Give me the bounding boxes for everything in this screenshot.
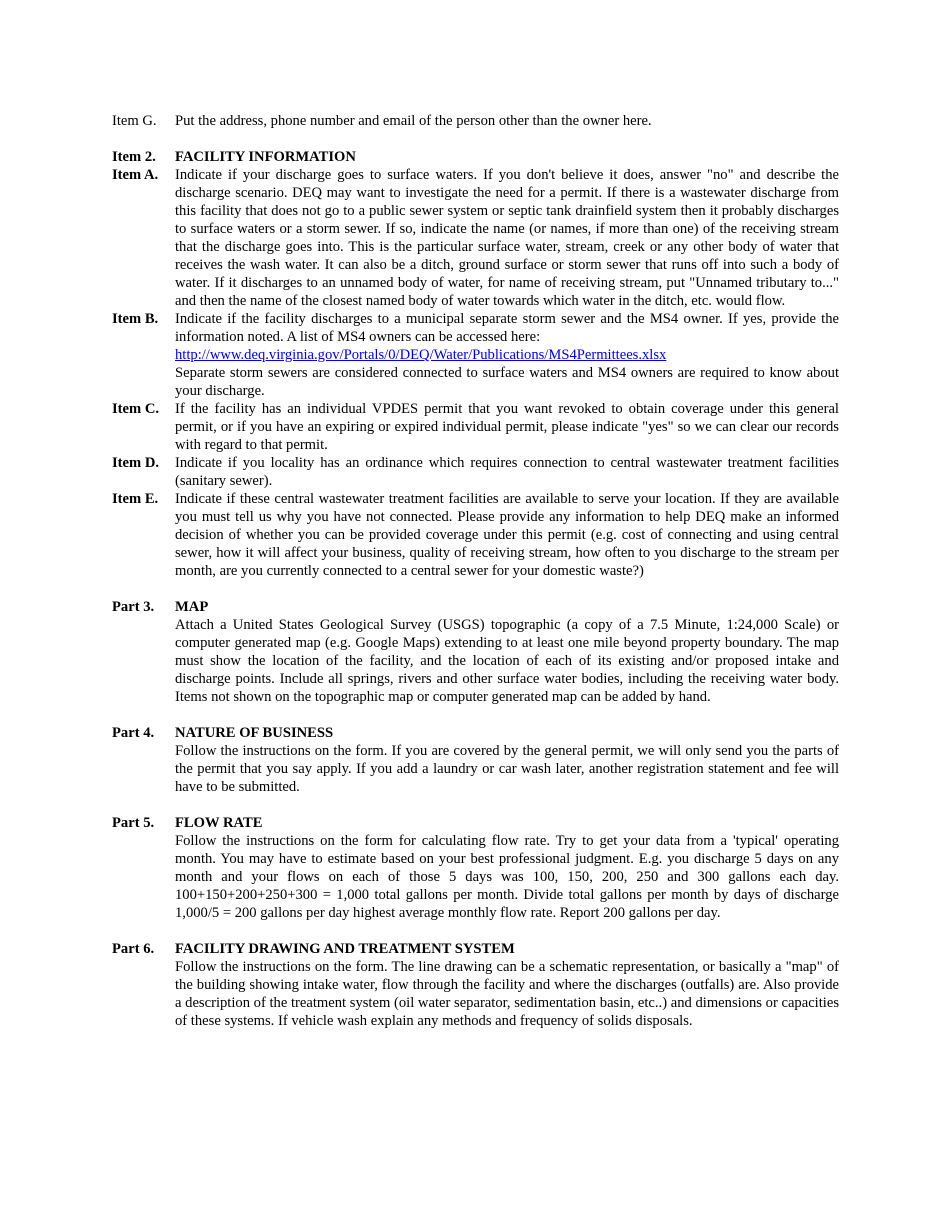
part-3 (112, 616, 839, 706)
item-a-label: Item A. (112, 167, 159, 183)
item-2-title: FACILITY INFORMATION (175, 149, 356, 165)
item-e (112, 490, 839, 580)
part-5-label: Part 5. (112, 815, 155, 831)
item-a (112, 166, 839, 310)
part-6-title: FACILITY DRAWING AND TREATMENT SYSTEM (175, 941, 515, 957)
item-2-label: Item 2. (112, 149, 156, 165)
part-5 (112, 832, 839, 922)
item-a-text: Indicate if your discharge goes to surface waters. If you don't believe it does, answer "no" and describe the discharge scenario. DEQ may want to investigate the need for a permit. If there is a wastewater discharge from this facility that does not go to a public sewer system or septic tank drainfield system then it probably discharges to surface waters or a storm sewer. If so, indicate the name (or names, if more than one) of the receiving stream that the discharge goes into. This is the particular surface water, stream, creek or any other body of water that receives the wash water. It can also be a ditch, ground surface or storm sewer that runs off into such a body of water. If it discharges to an unnamed body of water, for name of receiving stream, put "Unnamed tributary to..." and then the name of the closest named body of water towards which water in the ditch, etc. would flow. (175, 167, 839, 309)
item-c (112, 400, 839, 454)
item-g-text: Put the address, phone number and email of the person other than the owner here. (175, 113, 652, 129)
part-3-text: Attach a United States Geological Survey (USGS) topographic (a copy of a 7.5 Minute, 1:24,000 Scale) or computer generated map (e.g. Google Maps) extending to at least one mile beyond property boundary. The map must show the location of the facility, and the location of each of its existing and/or proposed intake and discharge points. Include all springs, rivers and other surface water bodies, including the receiving water body. Items not shown on the topographic map or computer generated map can be added by hand. (175, 617, 839, 705)
part-5-title: FLOW RATE (175, 815, 263, 831)
item-b-label: Item B. (112, 311, 159, 327)
item-c-label: Item C. (112, 401, 160, 417)
item-b-text-2: Separate storm sewers are considered connected to surface waters and MS4 owners are required to know about your discharge. (175, 365, 839, 399)
item-b-body (175, 310, 839, 400)
part-5-text: Follow the instructions on the form for calculating flow rate. Try to get your data from a 'typical' operating month. You may have to estimate based on your best professional judgment. E.g. you discharge 5 days on any month and your flows on each of those 5 days was 100, 150, 200, 250 and 300 gallons each day. 100+150+200+250+300 = 1,000 total gallons per month. Divide total gallons per month by days of discharge 1,000/5 = 200 gallons per day highest average monthly flow rate. Report 200 gallons per day. (175, 833, 839, 921)
part-3-label: Part 3. (112, 599, 155, 615)
item-g-label: Item G. (112, 113, 157, 129)
part-4-title: NATURE OF BUSINESS (175, 725, 334, 741)
part-3-heading (112, 598, 839, 616)
item-b-text-1: Indicate if the facility discharges to a municipal separate storm sewer and the MS4 owner. If yes, provide the information noted. A list of MS4 owners can be accessed here: (175, 311, 839, 345)
item-2-heading (112, 148, 839, 166)
item-b (112, 310, 839, 400)
ms4-owners-link[interactable]: http://www.deq.virginia.gov/Portals/0/DEQ/Water/Publications/MS4Permittees.xlsx (175, 347, 667, 363)
part-4-label: Part 4. (112, 725, 155, 741)
part-6-label: Part 6. (112, 941, 155, 957)
part-6-text: Follow the instructions on the form. The line drawing can be a schematic representation, or basically a "map" of the building showing intake water, flow through the facility and where the discharges (outfalls) are. Also provide a description of the treatment system (oil water separator, sedimentation basin, etc..) and dimensions or capacities of these systems. If vehicle wash explain any methods and frequency of solids disposals. (175, 959, 839, 1029)
item-d-text: Indicate if you locality has an ordinance which requires connection to central wastewater treatment facilities (sanitary sewer). (175, 455, 839, 489)
part-4 (112, 742, 839, 796)
part-5-heading (112, 814, 839, 832)
item-d (112, 454, 839, 490)
part-4-text: Follow the instructions on the form. If you are covered by the general permit, we will only send you the parts of the permit that you say apply. If you add a laundry or car wash later, another registration statement and fee will have to be submitted. (175, 743, 839, 795)
part-3-title: MAP (175, 599, 209, 615)
part-6 (112, 958, 839, 1030)
item-c-text: If the facility has an individual VPDES permit that you want revoked to obtain coverage under this general permit, or if you have an expiring or expired individual permit, please indicate "yes" so we can clear our records with regard to that permit. (175, 401, 839, 453)
item-g (112, 112, 839, 130)
part-6-heading (112, 940, 839, 958)
item-e-text: Indicate if these central wastewater treatment facilities are available to serve your location. If they are available you must tell us why you have not connected. Please provide any information to help DEQ make an informed decision of whether you can be provided coverage under this permit (e.g. cost of connecting and using central sewer, how it will affect your business, quality of receiving stream, how often to you discharge to the stream per month, are you currently connected to a central sewer for your domestic waste?) (175, 491, 839, 579)
item-d-label: Item D. (112, 455, 160, 471)
instructions-content (112, 112, 839, 1030)
item-e-label: Item E. (112, 491, 159, 507)
part-4-heading (112, 724, 839, 742)
